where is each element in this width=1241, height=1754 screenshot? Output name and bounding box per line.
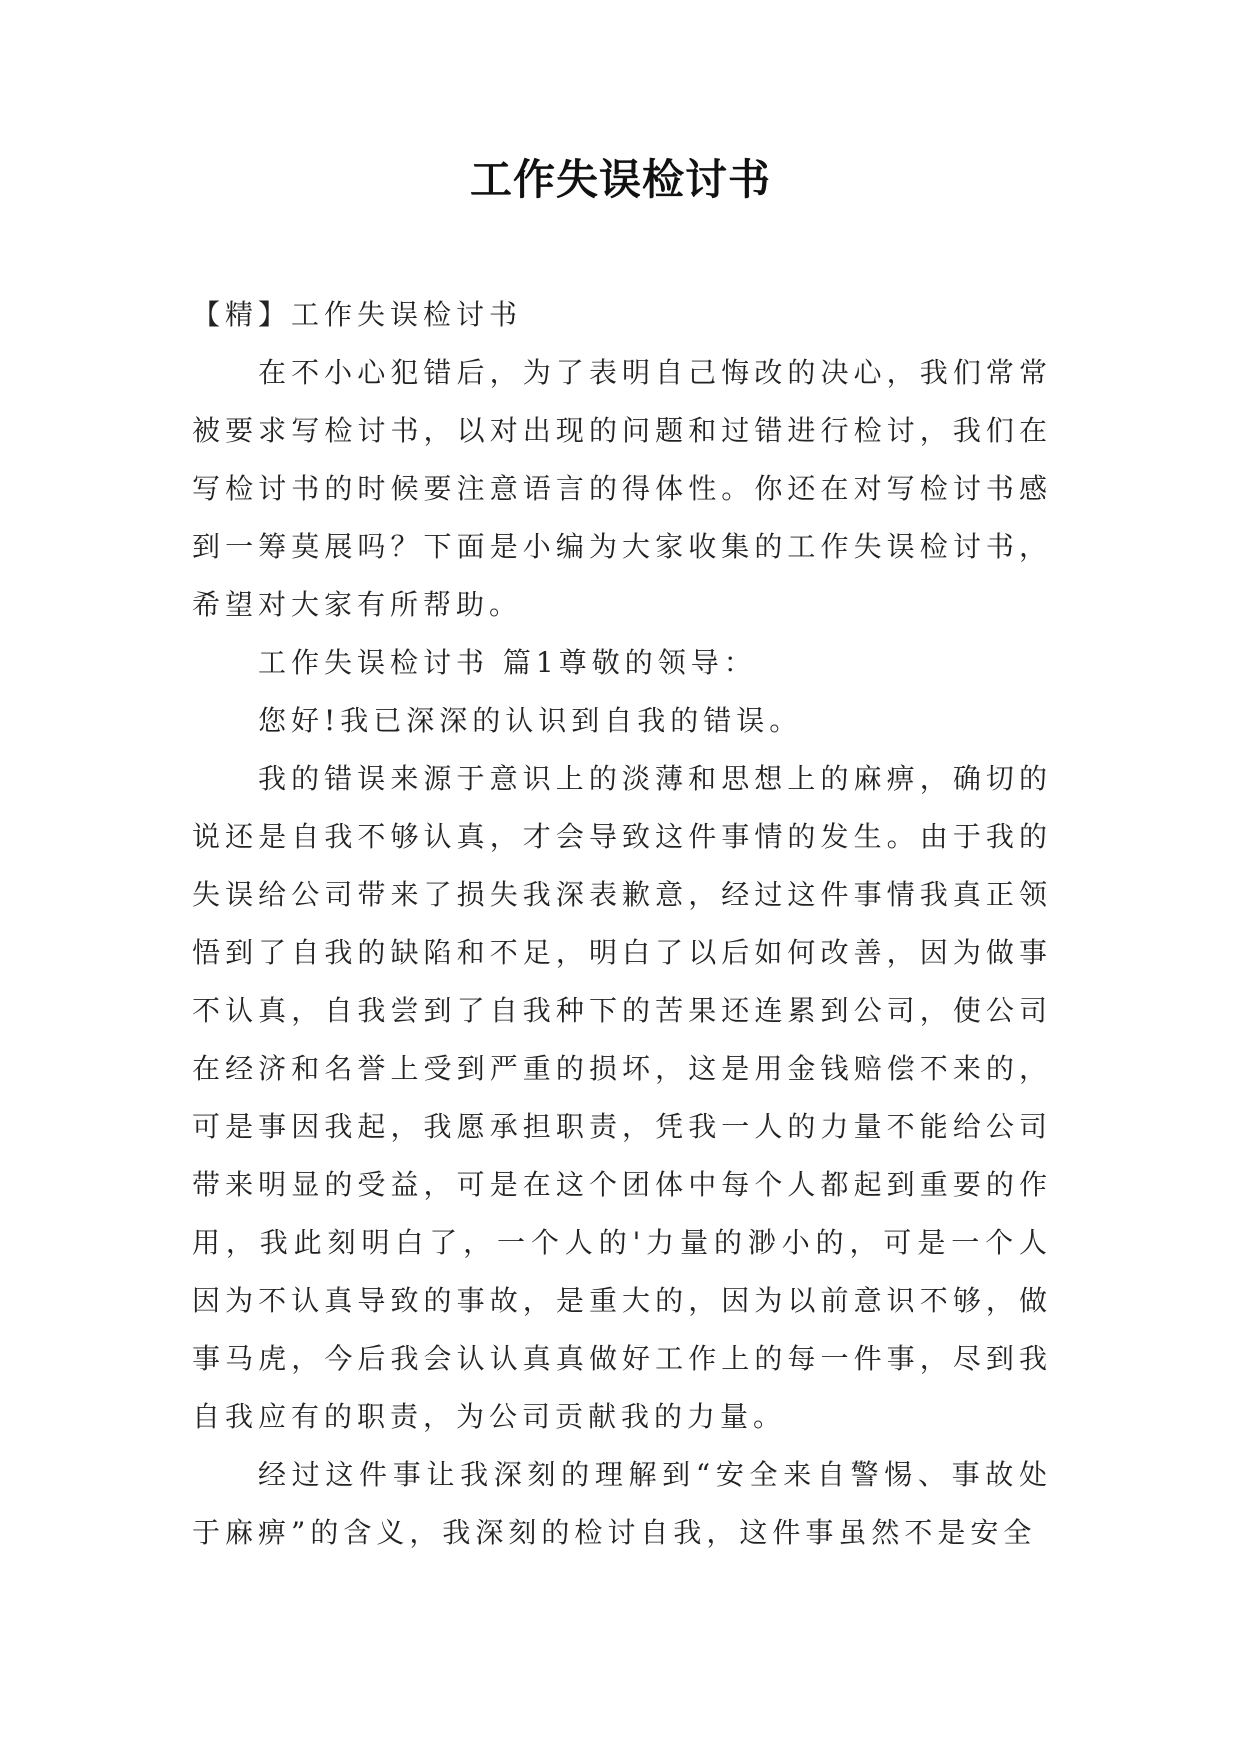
- paragraph-body: 我的错误来源于意识上的淡薄和思想上的麻痹，确切的说还是自我不够认真，才会导致这件事情的发生。由于我的失误给公司带来了损失我深表歉意，经过这件事情我真正领悟到了自我的缺陷和不足，明白了以后如何改善，因为做事不认真，自我尝到了自我种下的苦果还连累到公司，使公司在经济和名誉上受到严重的损坏，这是用金钱赔偿不来的，可是事因我起，我愿承担职责，凭我一人的力量不能给公司带来明显的受益，可是在这个团体中每个人都起到重要的作用，我此刻明白了，一个人的'力量的渺小的，可是一个人因为不认真导致的事故，是重大的，因为以前意识不够，做事马虎，今后我会认认真真做好工作上的每一件事，尽到我自我应有的职责，为公司贡献我的力量。: [192, 762, 1052, 1433]
- document-body: [192, 286, 1052, 1562]
- paragraph-body: 经过这件事让我深刻的理解到“安全来自警惕、事故处于麻痹”的含义，我深刻的检讨自我，这件事虽然不是安全: [192, 1458, 1052, 1549]
- article-heading: 【精】工作失误检讨书: [192, 298, 523, 331]
- paragraph-section-heading: 工作失误检讨书 篇1尊敬的领导：: [258, 646, 757, 679]
- paragraph-intro: 在不小心犯错后，为了表明自己悔改的决心，我们常常被要求写检讨书，以对出现的问题和过错进行检讨，我们在写检讨书的时候要注意语言的得体性。你还在对写检讨书感到一筹莫展吗？下面是小编为大家收集的工作失误检讨书，希望对大家有所帮助。: [192, 356, 1052, 621]
- document-title: 工作失误检讨书: [469, 155, 771, 204]
- paragraph-greeting: 您好!我已深深的认识到自我的错误。: [258, 704, 803, 737]
